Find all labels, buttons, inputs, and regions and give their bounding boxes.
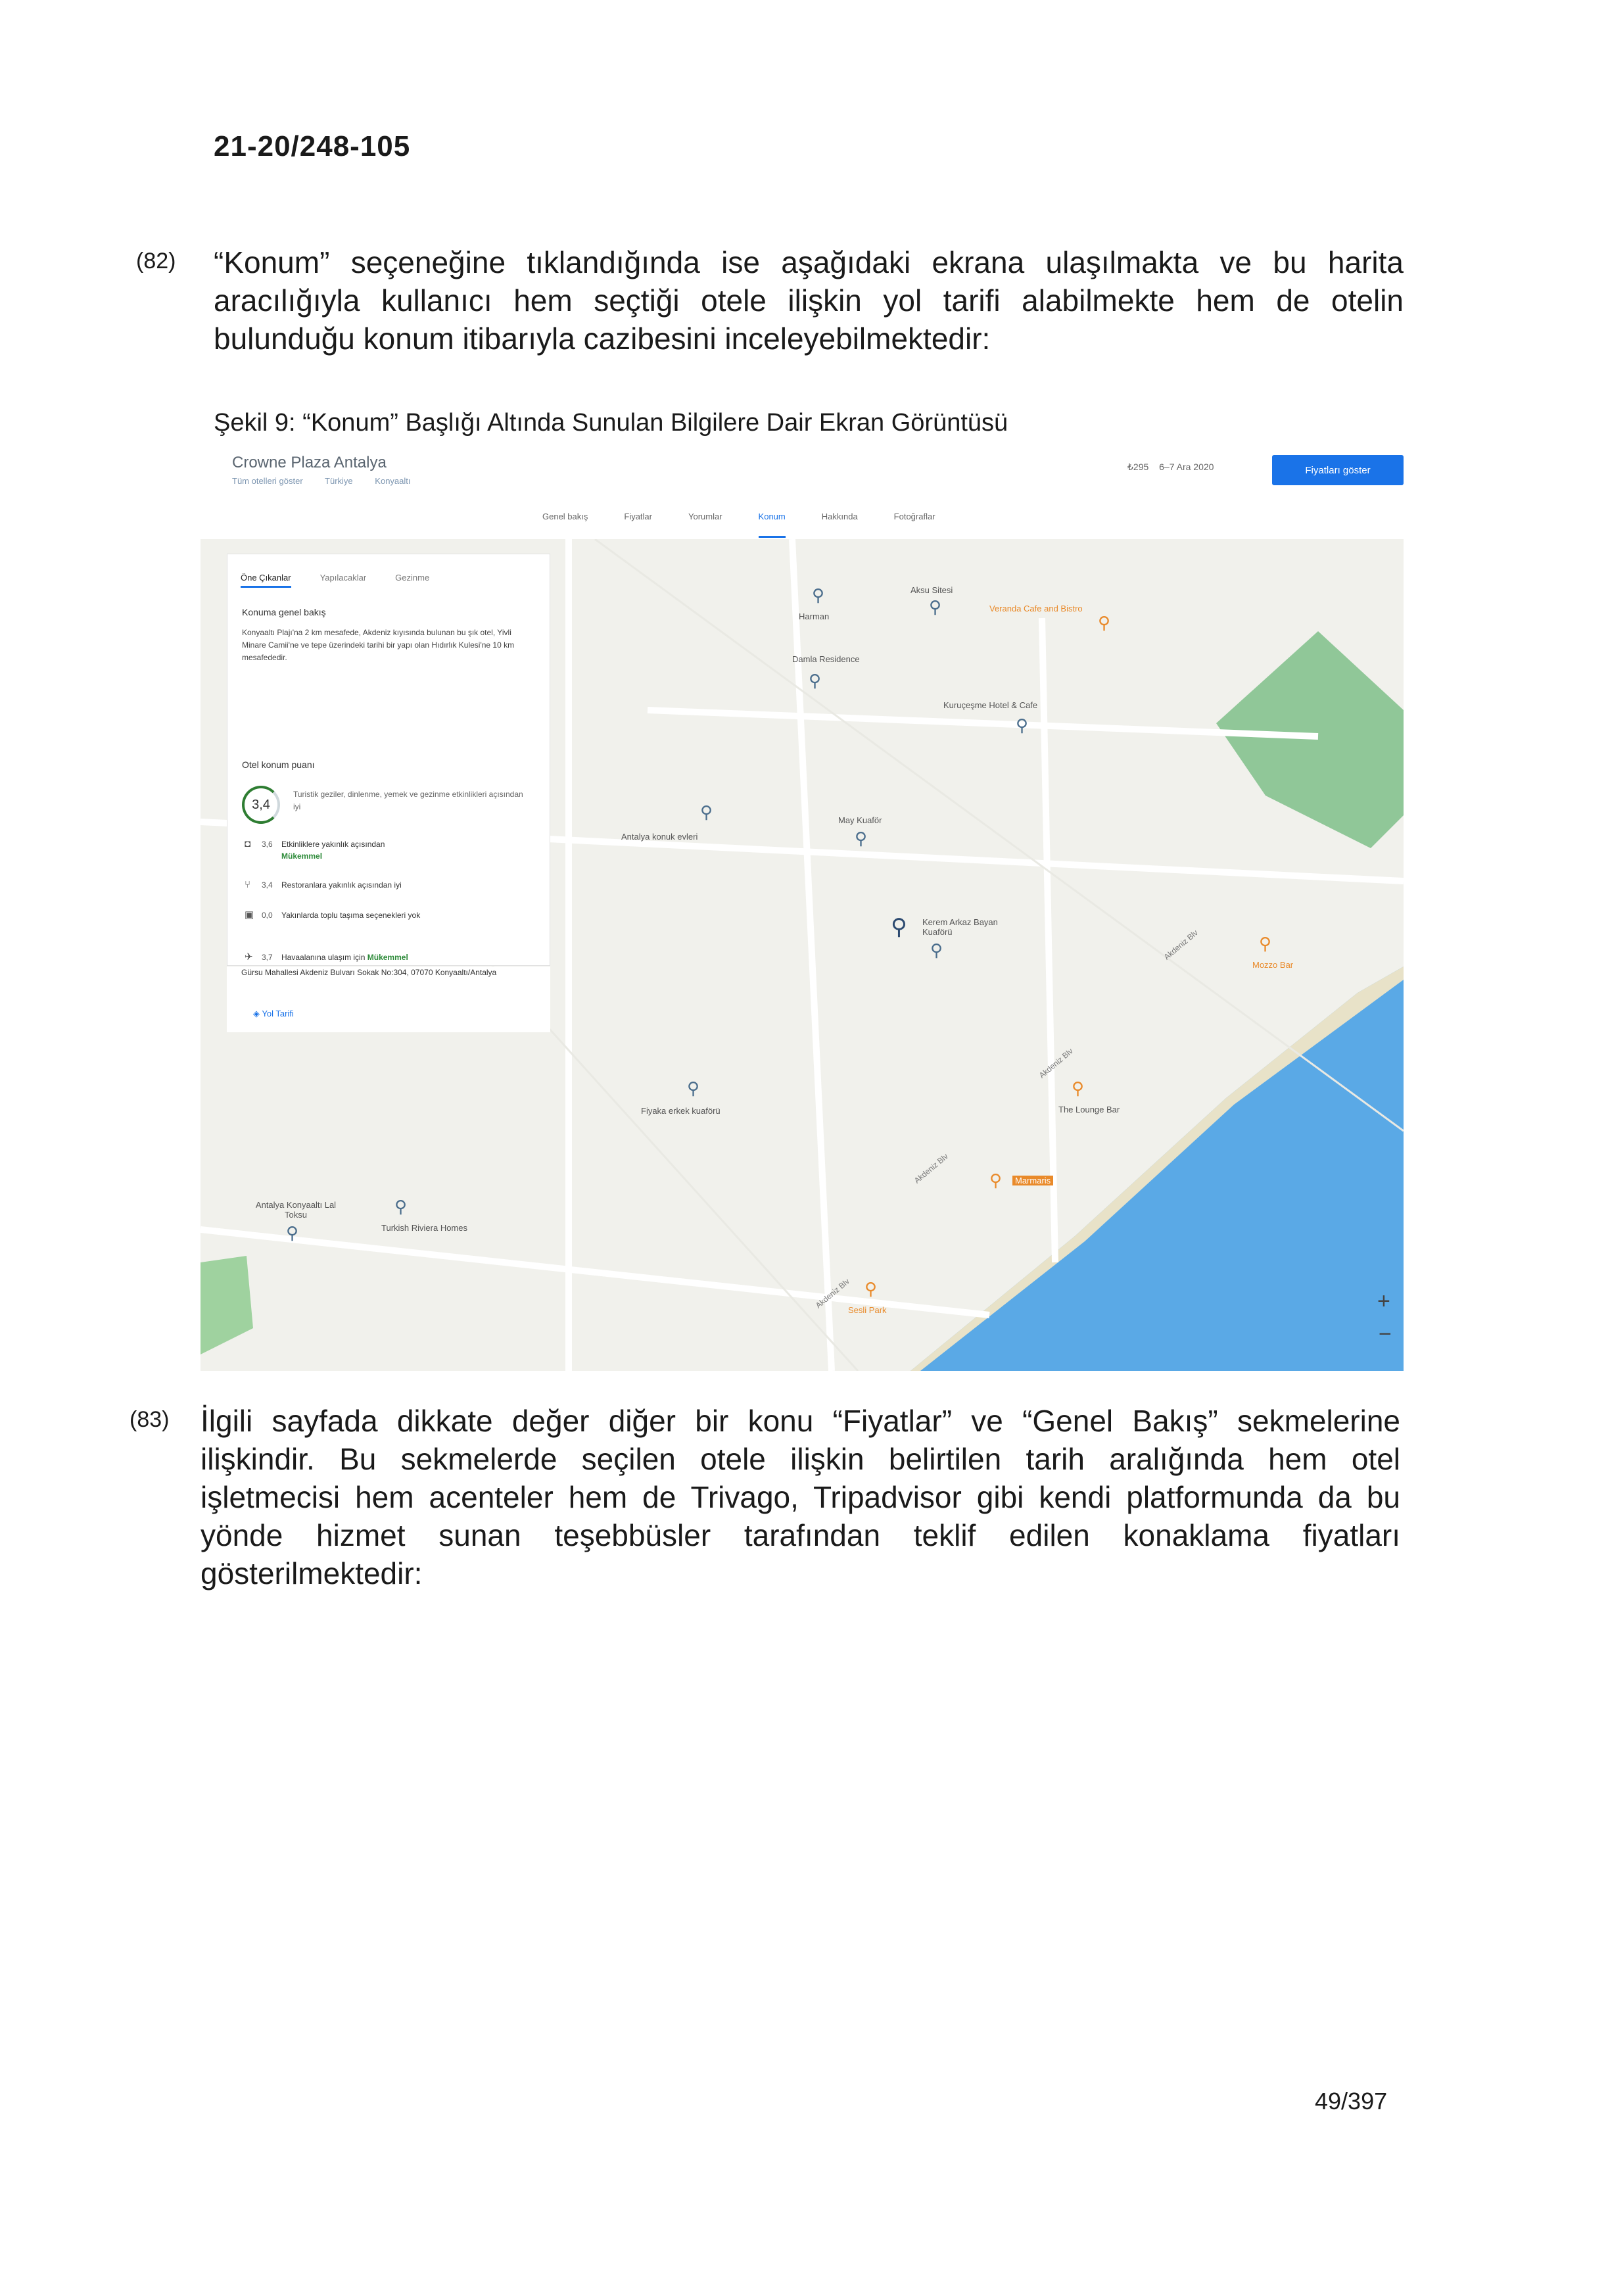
- route-link-label: Yol Tarifi: [262, 1009, 294, 1018]
- map-label-konuk-evleri: Antalya konuk evleri: [621, 832, 698, 842]
- overview-heading: Konuma genel bakış: [242, 607, 326, 617]
- route-link[interactable]: [253, 1009, 294, 1019]
- map-label-sesli-park: Sesli Park: [848, 1305, 887, 1315]
- map-label-aksu: Aksu Sitesi: [910, 585, 953, 595]
- paragraph-82-line1: “Konum” seçeneğine tıklandığında ise aşağıdaki ekrana ulaşılmakta ve bu harita: [214, 245, 1404, 279]
- zoom-in-button[interactable]: +: [1377, 1289, 1390, 1314]
- breadcrumb-country[interactable]: Türkiye: [325, 476, 353, 486]
- road-label: Akdeniz Blv: [1162, 928, 1200, 962]
- map-pin-icon[interactable]: ⚲: [1259, 934, 1272, 953]
- map-pin-icon[interactable]: ⚲: [1098, 613, 1111, 633]
- rating-row-transit: [245, 909, 518, 921]
- map-pin-icon[interactable]: ⚲: [394, 1197, 408, 1216]
- case-number: 21-20/248-105: [214, 130, 411, 162]
- rating-text: Yakınlarda toplu taşıma seçenekleri yok: [281, 911, 421, 920]
- paragraph-83-line4: yönde hizmet sunan teşebbüsler tarafından teklif edilen konaklama fiyatları: [201, 1518, 1400, 1552]
- map-label-riviera-homes: Turkish Riviera Homes: [381, 1223, 467, 1233]
- rating-score: 3,4: [262, 880, 273, 890]
- map-pin-icon[interactable]: ⚲: [930, 940, 943, 960]
- rating-verdict: Mükemmel: [281, 851, 323, 861]
- hotel-tabs: [542, 512, 935, 538]
- map-pin-icon[interactable]: ⚲: [687, 1078, 700, 1098]
- tab-about[interactable]: Hakkında: [821, 512, 858, 521]
- location-info-panel: [227, 554, 550, 966]
- restaurant-icon: ⑂: [245, 879, 251, 890]
- map-label-lal-toksu: Antalya Konyaaltı Lal Toksu: [255, 1200, 337, 1220]
- score-heading: Otel konum puanı: [242, 759, 315, 770]
- figure-caption: Şekil 9: “Konum” Başlığı Altında Sunulan Bilgilere Dair Ekran Görüntüsü: [214, 409, 1008, 437]
- road-label: Akdeniz Blv: [813, 1276, 851, 1310]
- map-pin-icon[interactable]: ⚲: [812, 585, 825, 605]
- breadcrumb-district[interactable]: Konyaaltı: [375, 476, 411, 486]
- location-score: 3,4: [242, 786, 280, 824]
- subtab-highlights[interactable]: Öne Çıkanlar: [241, 573, 291, 588]
- tab-reviews[interactable]: Yorumlar: [688, 512, 722, 521]
- rating-score: 0,0: [262, 911, 273, 920]
- map-pin-icon[interactable]: ⚲: [864, 1279, 878, 1299]
- road-label: Akdeniz Blv: [912, 1151, 950, 1185]
- date-range[interactable]: 6–7 Ara 2020: [1159, 462, 1214, 472]
- show-prices-button[interactable]: Fiyatları göster: [1272, 455, 1404, 485]
- subtab-things-to-do[interactable]: Yapılacaklar: [319, 573, 367, 583]
- map-label-mozzo: Mozzo Bar: [1252, 960, 1294, 970]
- transit-icon: ▣: [245, 909, 254, 921]
- paragraph-82-number: (82): [136, 249, 176, 274]
- overview-text: Konyaaltı Plajı'na 2 km mesafede, Akdeniz kıyısında bulunan bu şık otel, Yivli Minare Camii'ne ve tepe üzerindeki tarihi bir yapı olan Hıdırlık Kulesi'ne 10 km mesafededir.: [242, 628, 515, 662]
- breadcrumb: [232, 476, 431, 486]
- rating-text: Havaalanına ulaşım için: [281, 953, 366, 962]
- map-label-kurucesme: Kuruçeşme Hotel & Cafe: [943, 700, 1038, 710]
- paragraph-83-line2: ilişkindir. Bu sekmelerde seçilen otele ilişkin belirtilen tarih aralığında hem otel: [201, 1442, 1400, 1476]
- tab-prices[interactable]: Fiyatlar: [624, 512, 652, 521]
- map-label-harman: Harman: [799, 611, 830, 621]
- price-summary: [1127, 462, 1221, 473]
- hotel-location-screenshot: [201, 447, 1404, 1371]
- panel-subtabs: [241, 573, 429, 588]
- map-pin-icon[interactable]: ⚲: [1016, 715, 1029, 735]
- rating-score: 3,7: [262, 953, 273, 962]
- map-label-may-kuafor: May Kuaför: [838, 815, 882, 825]
- map-label-fiyaka: Fiyaka erkek kuaförü: [641, 1106, 721, 1116]
- location-score-text: Turistik geziler, dinlenme, yemek ve gezinme etkinlikleri açısından iyi: [293, 790, 523, 811]
- hotel-location-pin-icon[interactable]: ⚲: [891, 915, 907, 940]
- paragraph-82: [214, 243, 1404, 358]
- map-pin-icon[interactable]: ⚲: [286, 1223, 299, 1243]
- map-pin-icon[interactable]: ⚲: [929, 597, 942, 617]
- tab-photos[interactable]: Fotoğraflar: [893, 512, 935, 521]
- map-label-lounge-bar: The Lounge Bar: [1058, 1105, 1120, 1114]
- paragraph-83-line5: gösterilmektedir:: [201, 1556, 423, 1590]
- map-label-damla: Damla Residence: [792, 654, 860, 664]
- tab-overview[interactable]: Genel bakış: [542, 512, 588, 521]
- paragraph-82-line3: bulunduğu konum itibarıyla cazibesini inceleyebilmektedir:: [214, 322, 991, 356]
- rating-text: Restoranlara yakınlık açısından iyi: [281, 880, 402, 890]
- map-pin-icon[interactable]: ⚲: [1072, 1078, 1085, 1098]
- rating-row-airport: [245, 951, 518, 963]
- address-card: [227, 967, 550, 1032]
- tab-location[interactable]: Konum: [759, 512, 786, 538]
- airplane-icon: ✈: [245, 951, 253, 963]
- hotel-address: Gürsu Mahallesi Akdeniz Bulvarı Sokak No:304, 07070 Konyaaltı/Antalya: [241, 968, 497, 977]
- map-pin-icon[interactable]: ⚲: [809, 671, 822, 690]
- paragraph-83-line1: İlgili sayfada dikkate değer diğer bir konu “Fiyatlar” ve “Genel Bakış” sekmelerine: [201, 1404, 1400, 1438]
- map-label-veranda: Veranda Cafe and Bistro: [989, 604, 1083, 613]
- paragraph-83-line3: işletmecisi hem acenteler hem de Trivago, Tripadvisor gibi kendi platformunda da bu: [201, 1480, 1400, 1514]
- rating-verdict: Mükemmel: [367, 953, 408, 962]
- hotel-name: Crowne Plaza Antalya: [232, 454, 387, 471]
- map-label-marmaris: Marmaris: [1012, 1176, 1053, 1185]
- page-number: 49/397: [1315, 2088, 1388, 2115]
- price-value: ₺295: [1127, 462, 1149, 472]
- rating-row-activities: [245, 838, 518, 862]
- rating-score: 3,6: [262, 840, 273, 849]
- rating-row-restaurants: [245, 879, 518, 891]
- paragraph-83: [201, 1402, 1400, 1592]
- camera-icon: ◘: [245, 838, 251, 849]
- subtab-getting-around[interactable]: Gezinme: [395, 573, 430, 583]
- rating-text: Etkinliklere yakınlık açısından: [281, 840, 385, 849]
- map-pin-icon[interactable]: ⚲: [700, 802, 713, 822]
- map-pin-icon[interactable]: ⚲: [855, 828, 868, 848]
- map-pin-icon[interactable]: ⚲: [989, 1170, 1003, 1190]
- road-label: Akdeniz Blv: [1037, 1046, 1075, 1080]
- directions-icon: ◈: [253, 1009, 260, 1018]
- paragraph-83-number: (83): [130, 1407, 170, 1432]
- map-label-kerem: Kerem Arkaz Bayan Kuaförü: [922, 917, 998, 937]
- breadcrumb-all-hotels[interactable]: Tüm otelleri göster: [232, 476, 303, 486]
- zoom-out-button[interactable]: −: [1379, 1322, 1392, 1347]
- paragraph-82-line2: aracılığıyla kullanıcı hem seçtiği otele ilişkin yol tarifi alabilmekte hem de otelin: [214, 283, 1404, 318]
